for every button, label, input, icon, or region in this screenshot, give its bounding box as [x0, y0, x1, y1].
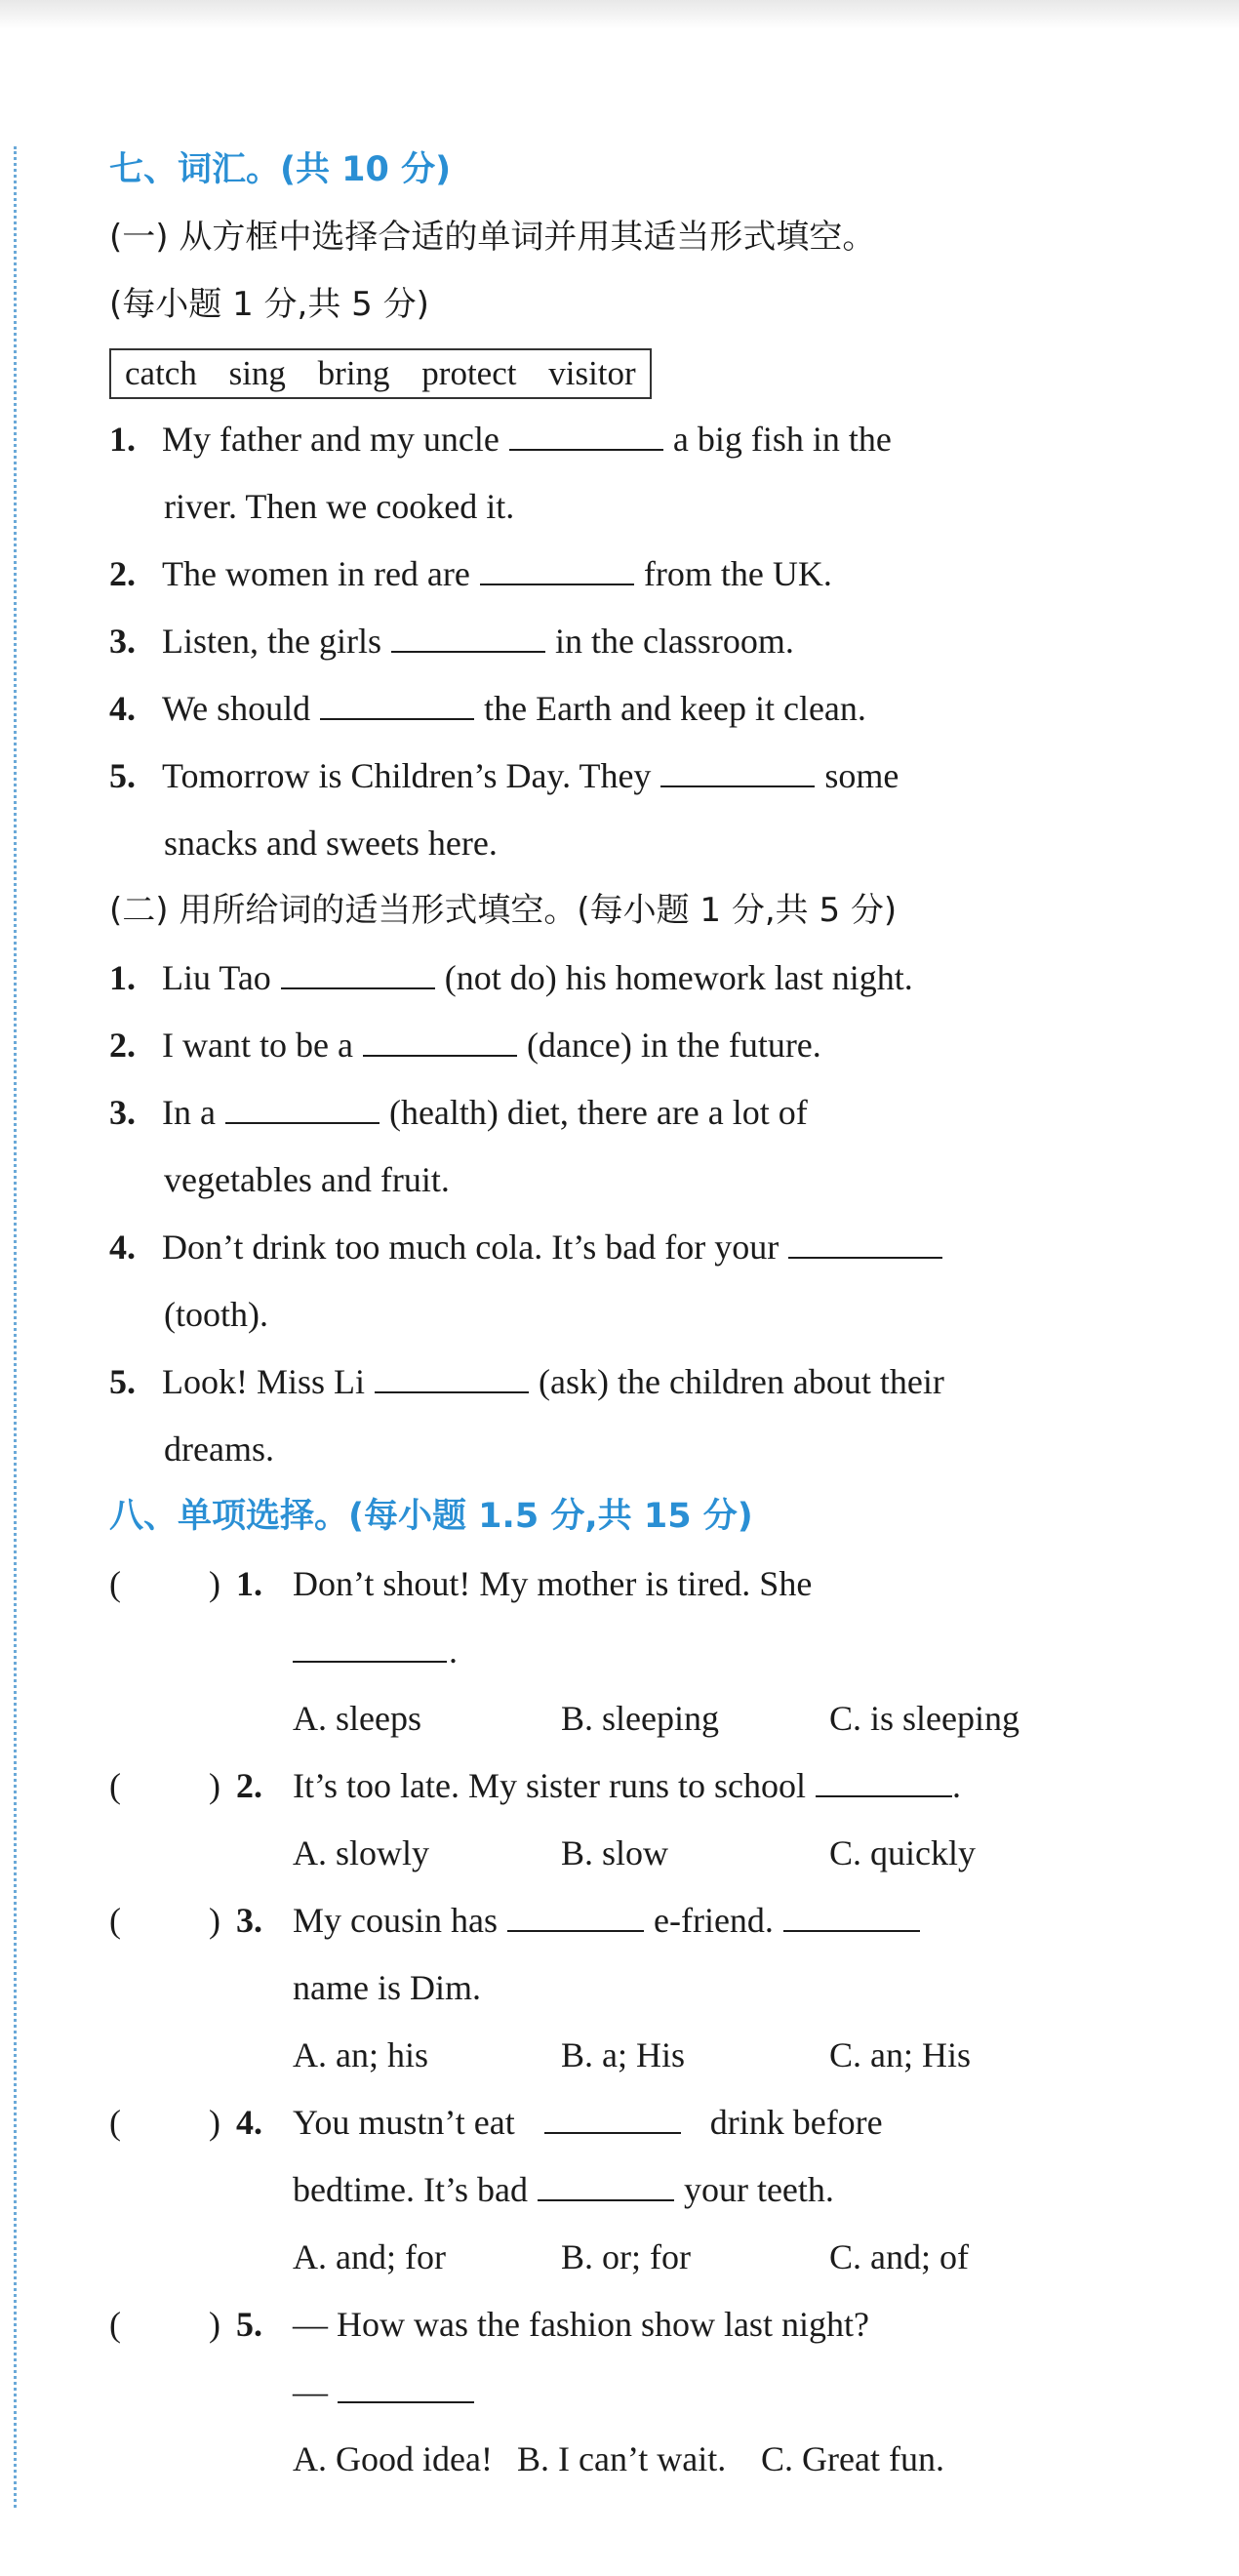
- answer-blank[interactable]: [363, 1026, 517, 1057]
- q-text: e-friend.: [654, 1901, 774, 1940]
- p2-q1: [109, 945, 1099, 1012]
- q-text: the Earth and keep it clean.: [484, 689, 866, 728]
- p1-q1-line2: river. Then we cooked it.: [164, 487, 515, 526]
- answer-blank[interactable]: [660, 756, 815, 787]
- mcq1-options: [109, 1685, 1099, 1752]
- part2-instruction: (二) 用所给词的适当形式填空。(每小题 1 分,共 5 分): [109, 891, 898, 930]
- q-text: in the classroom.: [554, 622, 794, 661]
- mcq3-line2: name is Dim.: [293, 1968, 481, 2007]
- p1-q2: [109, 541, 1099, 608]
- answer-paren[interactable]: ( ): [109, 2305, 220, 2344]
- p1-q1-line1: [109, 406, 1099, 473]
- option-c[interactable]: C. Great fun.: [761, 2439, 944, 2478]
- q-text: your teeth.: [683, 2170, 834, 2209]
- option-c[interactable]: C. quickly: [829, 1833, 976, 1872]
- mcq4-line2: [109, 2156, 1099, 2224]
- mcq5-line2: [109, 2358, 1099, 2426]
- word-box: catch sing bring protect visitor: [109, 348, 652, 399]
- q-text: from the UK.: [643, 554, 832, 593]
- mcq4-line1: [109, 2089, 1099, 2156]
- mcq5-line1: [109, 2291, 1099, 2358]
- answer-blank[interactable]: [320, 689, 474, 720]
- option-b[interactable]: B. sleeping: [561, 1699, 719, 1738]
- question-number: 4.: [236, 2103, 262, 2142]
- question-number: 2.: [236, 1766, 262, 1805]
- q-text: My cousin has: [293, 1901, 498, 1940]
- answer-blank[interactable]: [509, 420, 663, 451]
- answer-blank[interactable]: [816, 1766, 952, 1797]
- question-number: 4.: [109, 689, 136, 728]
- part1-instruction: (一) 从方框中选择合适的单词并用其适当形式填空。: [109, 218, 876, 257]
- mcq1-line1: [109, 1550, 1099, 1618]
- mcq5-options: [109, 2426, 1099, 2493]
- word-box-row: [109, 339, 1099, 406]
- question-number: 5.: [109, 756, 136, 795]
- q-text: Don’t shout! My mother is tired. She: [293, 1564, 813, 1603]
- q-text: It’s too late. My sister runs to school: [293, 1766, 806, 1805]
- q-text: You mustn’t eat: [293, 2103, 515, 2142]
- answer-blank[interactable]: [538, 2170, 674, 2201]
- q-text: drink before: [709, 2103, 883, 2142]
- answer-blank[interactable]: [507, 1901, 644, 1932]
- p2-q3-line1: [109, 1079, 1099, 1147]
- q-text: I want to be a: [162, 1026, 353, 1065]
- answer-paren[interactable]: ( ): [109, 1766, 220, 1805]
- p2-q5-line2: dreams.: [164, 1429, 274, 1469]
- q-text: — How was the fashion show last night?: [293, 2305, 869, 2344]
- p2-q4-line1: [109, 1214, 1099, 1281]
- question-number: 2.: [109, 554, 136, 593]
- option-c[interactable]: C. an; His: [829, 2035, 972, 2074]
- q-text: Listen, the girls: [162, 622, 381, 661]
- answer-blank[interactable]: [480, 554, 634, 585]
- p2-q3-line2: vegetables and fruit.: [164, 1160, 450, 1199]
- mcq3-options: [109, 2022, 1099, 2089]
- p1-q5-line1: [109, 743, 1099, 810]
- q-text: (not do) his homework last night.: [444, 958, 913, 997]
- answer-blank[interactable]: [293, 1631, 447, 1663]
- answer-blank[interactable]: [783, 1901, 920, 1932]
- binding-margin-line: [14, 146, 17, 2508]
- question-number: 5.: [236, 2305, 262, 2344]
- option-a[interactable]: A. and; for: [293, 2237, 446, 2276]
- option-b[interactable]: B. or; for: [561, 2237, 691, 2276]
- question-number: 3.: [109, 1093, 136, 1132]
- option-b[interactable]: B. a; His: [561, 2035, 686, 2074]
- q-text: Look! Miss Li: [162, 1362, 366, 1401]
- answer-blank[interactable]: [338, 2372, 474, 2403]
- question-number: 1.: [109, 958, 136, 997]
- q-text: bedtime. It’s bad: [293, 2170, 528, 2209]
- q-text: My father and my uncle: [162, 420, 500, 459]
- question-number: 1.: [236, 1564, 262, 1603]
- q-text: (dance) in the future.: [526, 1026, 821, 1065]
- option-a[interactable]: A. an; his: [293, 2035, 428, 2074]
- option-b[interactable]: B. slow: [561, 1833, 669, 1872]
- q-text: (health) diet, there are a lot of: [388, 1093, 808, 1132]
- section7-title: 七、词汇。(共 10 分): [109, 150, 452, 189]
- part1-score: (每小题 1 分,共 5 分): [109, 285, 429, 324]
- answer-blank[interactable]: [375, 1362, 529, 1393]
- option-a[interactable]: A. sleeps: [293, 1699, 421, 1738]
- p2-q2: [109, 1012, 1099, 1079]
- answer-blank[interactable]: [391, 622, 545, 653]
- mcq2-options: [109, 1820, 1099, 1887]
- question-number: 4.: [109, 1228, 136, 1267]
- option-c[interactable]: C. and; of: [829, 2237, 969, 2276]
- worksheet: [109, 137, 1099, 2493]
- mcq2-line1: [109, 1752, 1099, 1820]
- page-top-shadow: [0, 0, 1239, 29]
- answer-blank[interactable]: [225, 1093, 380, 1124]
- answer-paren[interactable]: ( ): [109, 2103, 220, 2142]
- p2-q5-line1: [109, 1348, 1099, 1416]
- q-text: Liu Tao: [162, 958, 271, 997]
- q-text: .: [951, 1766, 961, 1805]
- p1-q3: [109, 608, 1099, 675]
- option-a[interactable]: A. Good idea!: [293, 2439, 493, 2478]
- mcq3-line1: [109, 1887, 1099, 1954]
- p1-q4: [109, 675, 1099, 743]
- q-text: We should: [162, 689, 311, 728]
- q-text: Don’t drink too much cola. It’s bad for your: [162, 1228, 779, 1267]
- q-text: (ask) the children about their: [539, 1362, 944, 1401]
- question-number: 3.: [109, 622, 136, 661]
- q-text: a big fish in the: [672, 420, 892, 459]
- q-text: In a: [162, 1093, 216, 1132]
- answer-paren[interactable]: ( ): [109, 1901, 220, 1940]
- answer-blank[interactable]: [544, 2103, 681, 2134]
- q-text: some: [824, 756, 899, 795]
- q-text: —: [293, 2372, 328, 2411]
- p2-q4-line2: (tooth).: [164, 1295, 268, 1334]
- option-c[interactable]: C. is sleeping: [829, 1699, 1019, 1738]
- p1-q5-line2: snacks and sweets here.: [164, 824, 498, 863]
- question-number: 5.: [109, 1362, 136, 1401]
- section8-title: 八、单项选择。(每小题 1.5 分,共 15 分): [109, 1497, 753, 1536]
- option-b[interactable]: B. I can’t wait.: [517, 2439, 727, 2478]
- answer-blank[interactable]: [788, 1228, 942, 1259]
- q-text: Tomorrow is Children’s Day. They: [162, 756, 652, 795]
- question-number: 1.: [109, 420, 136, 459]
- question-number: 2.: [109, 1026, 136, 1065]
- option-a[interactable]: A. slowly: [293, 1833, 430, 1872]
- q-text: .: [449, 1631, 458, 1670]
- answer-blank[interactable]: [281, 958, 435, 989]
- answer-paren[interactable]: ( ): [109, 1564, 220, 1603]
- mcq1-line2: [109, 1618, 1099, 1685]
- question-number: 3.: [236, 1901, 262, 1940]
- mcq4-options: [109, 2224, 1099, 2291]
- q-text: The women in red are: [162, 554, 470, 593]
